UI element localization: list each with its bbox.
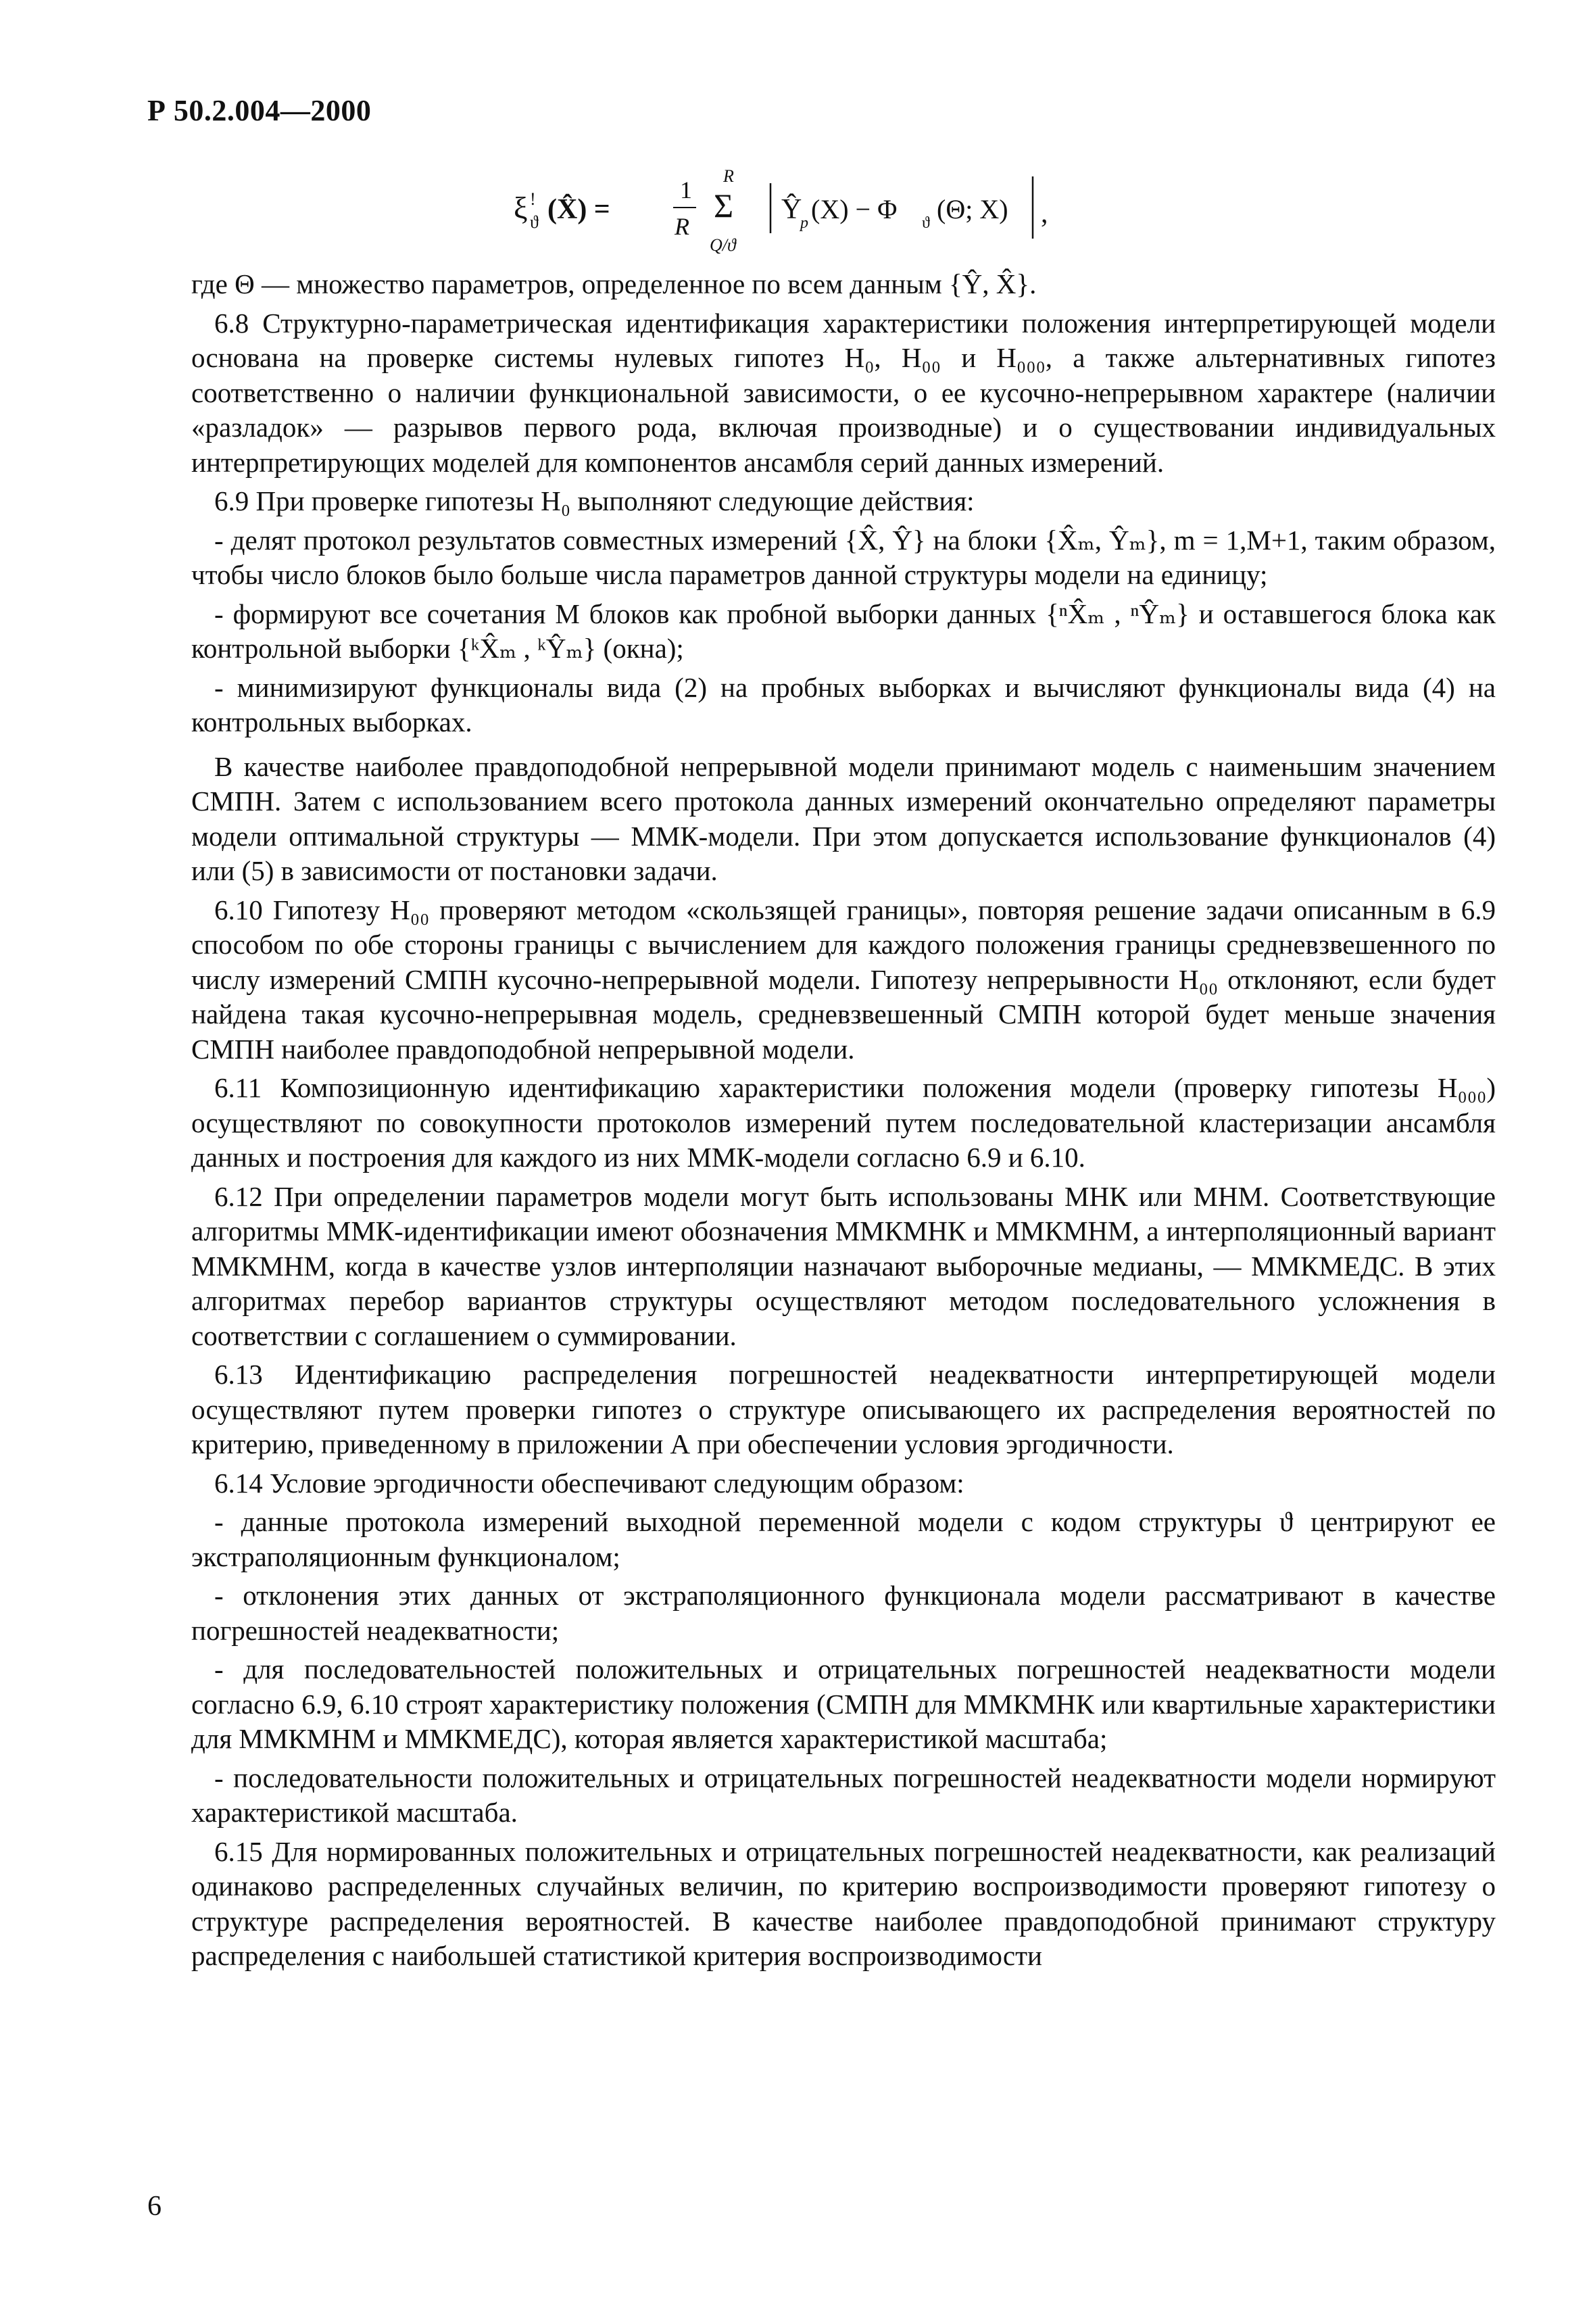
- document-code-header: Р 50.2.004—2000: [147, 94, 372, 127]
- formula-frac-den: R: [675, 213, 689, 240]
- list-item-deviations: - отклонения этих данных от экстраполяционного функционала модели рассматривают в качестве погрешностей неадекватности;: [191, 1580, 1496, 1646]
- paragraph-6-11: 6.11 Композиционную идентификацию характеристики положения модели (проверку гипотезы H₀₀₀) осуществляют по совокупности протоколов измерений путем последовательной кластеризации ансамбля данных и построения для каждого из них ММК-модели согласно 6.9 и 6.10.: [191, 1072, 1496, 1173]
- formula-block: [514, 152, 1122, 267]
- list-item-split-blocks: - делят протокол результатов совместных измерений {X̂, Ŷ} на блоки {X̂ₘ, Ŷₘ}, m = 1,M+1, таким образом, чтобы число блоков было больше числа параметров данной структуры модели на единицу;: [191, 524, 1496, 590]
- formula-tail: ,: [1041, 198, 1048, 229]
- formula-sum: Σ: [714, 187, 734, 224]
- formula-phi-sub: ϑ: [922, 214, 930, 232]
- list-item-form-combinations: - формируют все сочетания M блоков как пробной выборки данных {ⁿX̂ₘ , ⁿŶₘ} и оставшегося блока как контрольной выборки {ᵏX̂ₘ , ᵏŶₘ} (окна);: [191, 598, 1496, 664]
- list-item-position-characteristic: - для последовательностей положительных и отрицательных погрешностей неадекватности модели согласно 6.9, 6.10 строят характеристику положения (СМПН для ММКМНК или квартильные характеристики для ММКМНМ и ММКМЕДС), которая является характеристикой масштаба;: [191, 1653, 1496, 1754]
- paragraph-6-10: 6.10 Гипотезу H₀₀ проверяют методом «скользящей границы», повторяя решение задачи описанным в 6.9 способом по обе стороны границы с вычислением для каждого положения границы средневзвешенного по числу измерений СМПН кусочно-непрерывной модели. Гипотезу непрерывности H₀₀ отклоняют, если будет найдена такая кусочно-непрерывная модель, средневзвешенный СМПН которой будет меньше значения СМПН наиболее правдоподобной непрерывной модели.: [191, 894, 1496, 1065]
- formula-sup: !: [530, 189, 536, 209]
- formula-body-sub: p: [800, 214, 808, 232]
- formula-sum-top: R: [723, 166, 734, 186]
- list-item-normalize: - последовательности положительных и отрицательных погрешностей неадекватности модели нормируют характеристикой масштаба.: [191, 1762, 1496, 1828]
- paragraph-6-9: 6.9 При проверке гипотезы H₀ выполняют следующие действия:: [214, 485, 975, 516]
- list-item-minimize: - минимизируют функционалы вида (2) на пробных выборках и вычисляют функционалы вида (4) на контрольных выборках.: [191, 671, 1496, 737]
- paragraph-6-13: 6.13 Идентификацию распределения погрешностей неадекватности интерпретирующей модели осуществляют путем проверки гипотез о структуре описывающего их распределения вероятностей по критерию, приведенному в приложении А при обеспечении условия эргодичности.: [191, 1359, 1496, 1459]
- list-item-center-data: - данные протокола измерений выходной переменной модели с кодом структуры ϑ центрируют ее экстраполяционным функционалом;: [191, 1506, 1496, 1572]
- formula-sub: ϑ: [530, 212, 539, 232]
- formula-svg: [514, 152, 1122, 267]
- page-number: 6: [147, 2191, 162, 2222]
- paragraph-6-15: 6.15 Для нормированных положительных и отрицательных погрешностей неадекватности, как реализаций одинаково распределенных случайных величин, по критерию воспроизводимости проверяют гипотезу о структуре распределения вероятностей. В качестве наиболее правдоподобной принимают структуру распределения с наибольшей статистикой критерия воспроизводимости: [191, 1835, 1496, 1971]
- formula-body-rest: (X) − Φ: [811, 194, 898, 224]
- formula-frac-num: 1: [680, 176, 692, 203]
- paragraph-where: где Θ — множество параметров, определенное по всем данным {Ŷ, X̂}.: [191, 268, 1037, 299]
- paragraph-6-8: 6.8 Структурно-параметрическая идентификация характеристики положения интерпретирующей модели основана на проверке системы нулевых гипотез H₀, H₀₀ и H₀₀₀, а также альтернативных гипотез соответственно о наличии функциональной зависимости, о ее кусочно-непрерывном характере (наличии «разладок» — разрывов первого рода, включая производные) и о существовании индивидуальных интерпретирующих моделей для компонентов ансамбля серий данных измерений.: [191, 307, 1496, 478]
- paragraph-6-14: 6.14 Условие эргодичности обеспечивают следующим образом:: [214, 1467, 964, 1499]
- paragraph-plausible-model: В качестве наиболее правдоподобной непрерывной модели принимают модель с наименьшим значением СМПН. Затем с использованием всего протокола данных измерений окончательно определяют параметры модели оптимальной структуры — ММК-модели. При этом допускается использование функционалов (4) или (5) в зависимости от постановки задачи.: [191, 750, 1496, 886]
- formula-sum-bottom: Q/ϑ: [710, 235, 736, 255]
- formula-lhs: ξ: [514, 191, 528, 225]
- paragraph-6-12: 6.12 При определении параметров модели могут быть использованы МНК или МНМ. Соответствующие алгоритмы ММК-идентификации имеют обозначения ММКМНК и ММКМНМ, а интерполяционный вариант ММКМНМ, когда в качестве узлов интерполяции назначают выборочные медианы, — ММКМЕДС. В этих алгоритмах перебор вариантов структуры осуществляют методом последовательного усложнения в соответствии с соглашением о суммировании.: [191, 1180, 1496, 1351]
- body-text: [191, 267, 1496, 1978]
- formula-arg: (X̂) =: [547, 194, 610, 225]
- formula-body: Ŷ: [781, 194, 802, 225]
- formula-phi-args: (Θ; X): [937, 194, 1008, 224]
